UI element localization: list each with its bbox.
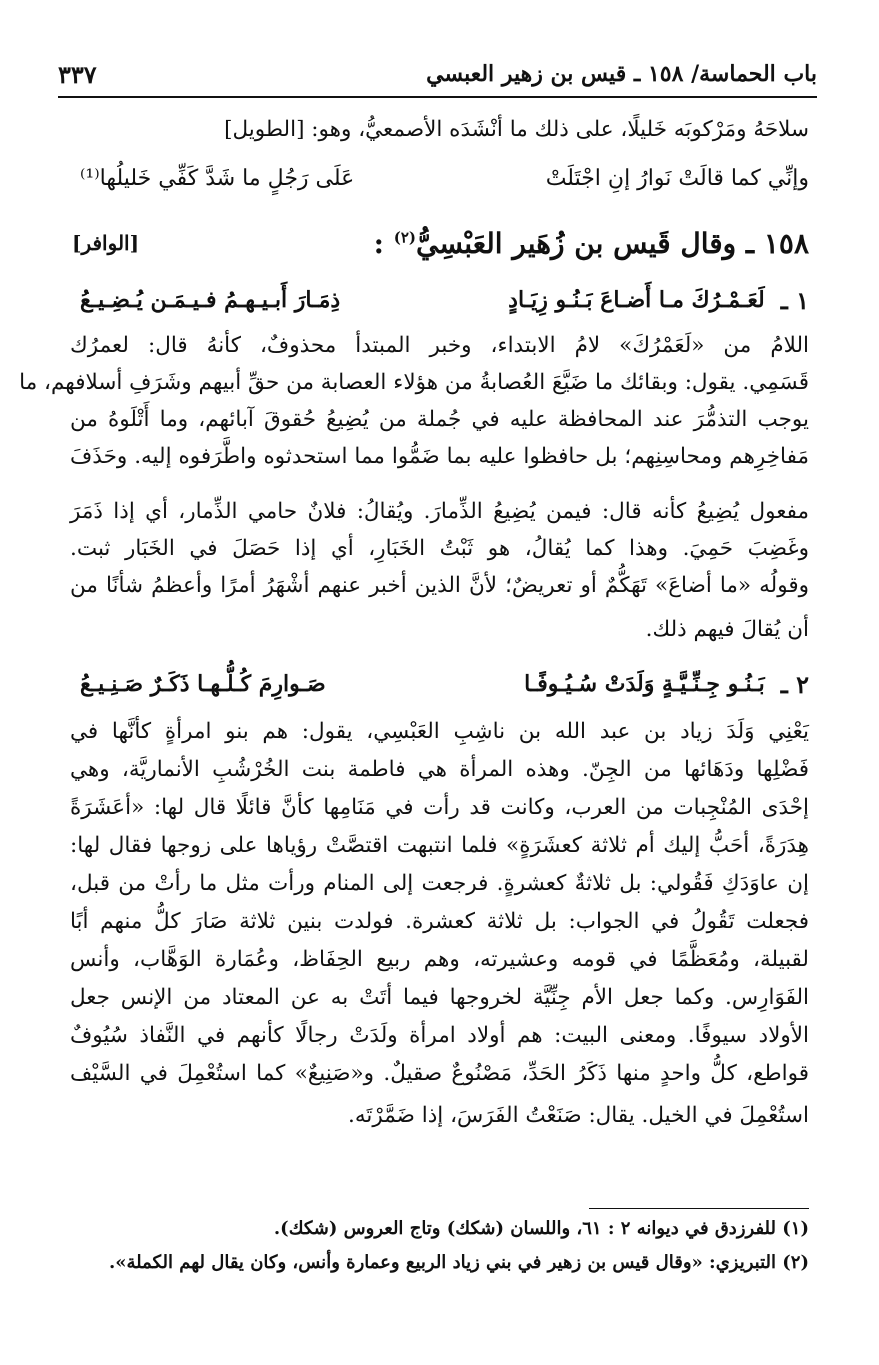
poem-heading bbox=[72, 220, 809, 266]
commentary-line: فجعلت تَقُولُ في الجواب: بل ثلاثة كعشرة. فولدت بنين ثلاثة صَارَ كلُّ منهم أبًا bbox=[70, 909, 809, 934]
commentary-line: مَفاخِرِهم ومحاسِنِهم؛ بل حافظوا عليه بما ضَمُّوا مما استحدثوه واطَّرَفوه إليه. وحَذَفَ bbox=[70, 444, 809, 469]
intro-verse bbox=[80, 158, 809, 198]
commentary-line: أن يُقالَ فيهم ذلك. bbox=[645, 617, 809, 642]
footnote-2: (٢) التبريزي: «وقال قيس بن زهير في بني زياد الربيع وعمارة وأنس، وكان يقال لهم الكملة». bbox=[109, 1252, 809, 1273]
page-number: ٣٣٧ bbox=[58, 59, 97, 89]
footnote-marker: (٢) bbox=[393, 228, 416, 247]
verse-1 bbox=[80, 280, 809, 320]
commentary-line: الأولاد سيوفًا. ومعنى البيت: هم أولاد امرأة ولَدَتْ رجالًا كأنهم في النَّفاذ سُيُوفٌ bbox=[70, 1023, 809, 1048]
commentary-line: الفَوَارِس. وكما جعل الأم جِنِّيَّة لخروجها فيما أتَتْ به عن المعتاد من الإنس جعل bbox=[70, 985, 809, 1010]
header-rule bbox=[58, 96, 817, 98]
commentary-line: فَضْلِها ودَهَائها من الجِنّ. وهذه المرأة هي فاطمة بنت الخُرْشُبِ الأنماريَّة، وهي bbox=[70, 757, 809, 782]
running-header bbox=[58, 54, 817, 94]
commentary-line: إن عاوَدَكِ فَقُولي: بل ثلاثةٌ كعشرةٍ. فرجعت إلى المنام ورأت مثل ما رأتْ من قبل، bbox=[70, 871, 809, 896]
footnote-rule bbox=[589, 1208, 809, 1209]
verse-2 bbox=[80, 664, 809, 704]
commentary-line: قواطع، كلُّ واحدٍ منها ذَكَرُ الحَدِّ، مَصْنُوعٌ صقيلٌ. و«صَنِيعٌ» كما استُعْمِلَ في السَّيْف bbox=[70, 1061, 809, 1086]
poem-title bbox=[374, 227, 809, 260]
commentary-line: لقبيلة، ومُعَظَّمًا في قومه وعشيرته، وهم ربيع الحِفَاظ، وعُمَارة الوَهَّاب، وأنس bbox=[70, 947, 809, 972]
poem-title-text: ١٥٨ ـ وقال قَيس بن زُهَير العَبْسِيُّ bbox=[415, 226, 809, 260]
commentary-line: وقولُه «ما أضاعَ» تَهَكُّمٌ أو تعريضٌ؛ لأنَّ الذين أخبر عنهم أشْهَرُ أمرًا وأعظمُ شأنًا من bbox=[70, 573, 809, 598]
verse-number: ٢ ـ bbox=[780, 669, 809, 699]
commentary-line: يوجب التذمُّرَ عند المحافظة عليه في جُملة من يُضِيعُ حُقوقَ آبائهم، وما أَتْلَوهُ من bbox=[70, 407, 809, 432]
commentary-line: يَعْنِي وَلَدَ زياد بن عبد الله بن ناشِبِ العَبْسِي، يقول: هم بنو امرأةٍ كأنَّها في bbox=[70, 719, 809, 744]
running-title: باب الحماسة/ ١٥٨ ـ قيس بن زهير العبسي bbox=[426, 61, 817, 87]
commentary-line: اللامُ من «لَعَمْرُكَ» لامُ الابتداء، وخبر المبتدأ محذوفٌ، كأنهُ قال: لعمرُك bbox=[70, 333, 809, 358]
commentary-line: مفعول يُضِيعُ كأنه قال: فيمن يُضِيعُ الذِّمارَ. ويُقالُ: فلانٌ حامي الذِّمار، أي إذا ذَمَرَ bbox=[70, 499, 809, 524]
poem-title-colon: : bbox=[373, 226, 384, 260]
commentary-line: قَسَمِي. يقول: وبقائك ما ضَيَّعَ العُصابةُ من هؤلاء العصابة من حقِّ أبيهم وشَرَفِ أسلافهم، ما bbox=[19, 370, 809, 395]
footnote-1: (١) للفرزدق في ديوانه ٢ : ٦١، واللسان (شكك) وتاج العروس (شكك). bbox=[273, 1218, 809, 1239]
intro-line: سلاحَهُ ومَرْكوبَه خَليلًا، على ذلك ما أنْشَدَه الأصمعيُّ، وهو: [الطويل] bbox=[224, 117, 809, 142]
verse-first-hemistich: لَعَـمْـرُكَ مـا أَضـاعَ بَـنُـو زِيَـادٍ bbox=[508, 287, 765, 313]
intro-verse-first-hemistich: وإنِّي كما قالَتْ نَوارُ إنِ اجْتَلَتْ bbox=[545, 165, 809, 191]
verse-second-hemistich: صَـوارِمَ كُـلُّـهـا ذَكَـرٌ صَـنِـيـعُ bbox=[80, 671, 326, 697]
meter-label: [الوافر] bbox=[72, 231, 140, 255]
intro-verse-second-hemistich: عَلَى رَجُلٍ ما شَدَّ كَفِّي خَليلُها⁽¹⁾ bbox=[80, 165, 355, 191]
commentary-line: استُعْمِلَ في الخيل. يقال: صَنَعْتُ الفَرَسَ، إذا ضَمَّرْتَه. bbox=[348, 1103, 809, 1128]
commentary-line: وغَضِبَ حَمِيَ. وهذا كما يُقالُ، هو ثَبْتُ الخَبَارِ، أي إذا حَصَلَ في الخَبَار ثبت. bbox=[70, 536, 809, 561]
verse-second-hemistich: ذِمَـارَ أَبـيـهـمُ فـيـمَـن يُـضِـيـعُ bbox=[80, 287, 341, 313]
commentary-line: هِدَرَةً، أحَبُّ إليك أم ثلاثة كعشَرَةٍ» فلما انتبهت اقتصَّتْ رؤياها على زوجها فقال لها: bbox=[70, 833, 809, 858]
verse-first-hemistich: بَـنُـو جِـنِّـيَّـةٍ وَلَدَتْ سُـيُـوفًـا bbox=[524, 671, 765, 697]
verse-number: ١ ـ bbox=[780, 285, 809, 315]
commentary-line: إحْدَى المُنْجِبات من العرب، وكانت قد رأت في مَنَامِها كأنَّ قائلًا قال لها: «أعَشَرَةً bbox=[70, 795, 809, 820]
